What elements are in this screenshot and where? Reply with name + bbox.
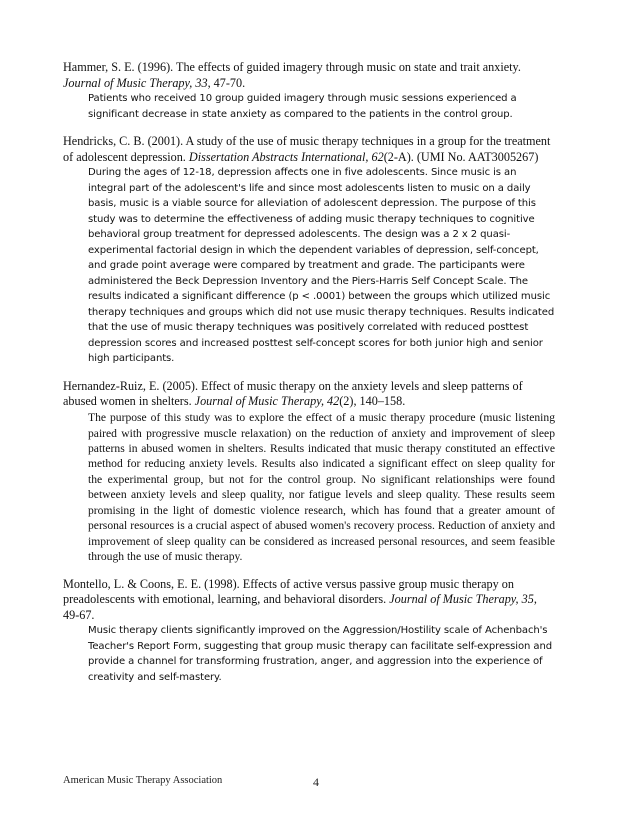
bibliography-entry-hammer [63, 60, 555, 122]
footer-organization: American Music Therapy Association [63, 775, 223, 786]
citation-pages: (2-A). (UMI No. AAT3005267) [383, 149, 539, 164]
citation-text: Hernandez-Ruiz, E. (2005). Effect of music therapy on the anxiety levels and sleep patterns of abused women in shelters. [63, 378, 523, 409]
journal-title: Journal of Music Therapy, 33 [63, 75, 208, 90]
page-number: 4 [313, 775, 319, 789]
citation [63, 60, 555, 91]
citation [63, 577, 555, 624]
citation-pages: (2), 140–158. [339, 394, 406, 409]
journal-title: Journal of Music Therapy, 42 [194, 394, 340, 409]
bibliography-list [63, 60, 555, 697]
citation [63, 379, 555, 410]
abstract: Music therapy clients significantly improved on the Aggression/Hostility scale of Achenbach's Teacher's Report Form, suggesting that group music therapy can facilitate self-expression and provide a channel for transforming frustration, anger, and aggression into the experience of creativity and self-mastery. [88, 625, 553, 683]
journal-title: Journal of Music Therapy, 35 [389, 592, 534, 607]
journal-title: Dissertation Abstracts International, 62 [188, 149, 384, 164]
abstract: During the ages of 12-18, depression affects one in five adolescents. Since music is an integral part of the adolescent's life and since most adolescents listen to music on a daily basis, music is a viable source for alleviation of adolescent depression. The purpose of this study was to determine the effectiveness of adding music therapy techniques to cognitive behavioral group treatment for depressed adolescents. The design was a 2 x 2 quasi-experimental factorial design in which the dependent variables of depression, self-concept, and grade point average were compared by treatment and grade. The participants were administered the Beck Depression Inventory and the Piers-Harris Self Concept Scale. The results indicated a significant difference (p < .0001) between the groups which utilized music therapy techniques and groups which did not use music therapy techniques. Results indicated that the use of music therapy techniques was positively correlated with reduced posttest depression scores and increased posttest self-concept scores for both junior high and senior high participants. [88, 167, 555, 365]
citation-pages: , 49-67. [63, 592, 537, 622]
citation-text: Hendricks, C. B. (2001). A study of the use of music therapy techniques in a group for the treatment of adolescent depression. [63, 134, 551, 164]
abstract: Patients who received 10 group guided imagery through music sessions experienced a significant decrease in state anxiety as compared to the patients in the control group. [88, 93, 517, 120]
citation-text: Montello, L. & Coons, E. E. (1998). Effects of active versus passive group music therapy on preadolescents with emotional, learning, and behavioral disorders. [63, 576, 514, 607]
bibliography-entry-hernandez-ruiz [63, 379, 555, 565]
citation-pages: , 47-70. [207, 75, 246, 90]
citation [63, 134, 555, 165]
abstract: The purpose of this study was to explore the effect of a music therapy procedure (music listening paired with progressive muscle relaxation) on the reduction of anxiety and improvement of sleep patterns in abused women in shelters. Results indicated that music therapy constituted an effective method for reducing anxiety levels. Results also indicated a significant effect on sleep quality for the experimental group, but not for the control group. No significant relationships were found between anxiety levels and sleep quality, nor fatigue levels and sleep quality. These results seem promising in the light of domestic violence research, which has found that a greater amount of personal resources is a crucial aspect of abused women's recovery process. Reduction of anxiety and improvement of sleep quality can be considered as increased personal resources, and seem feasible through the use of music therapy. [88, 411, 555, 564]
bibliography-entry-montello [63, 577, 555, 686]
citation-text: Hammer, S. E. (1996). The effects of guided imagery through music on state and trait anxiety. [63, 60, 521, 74]
bibliography-entry-hendricks [63, 134, 555, 367]
